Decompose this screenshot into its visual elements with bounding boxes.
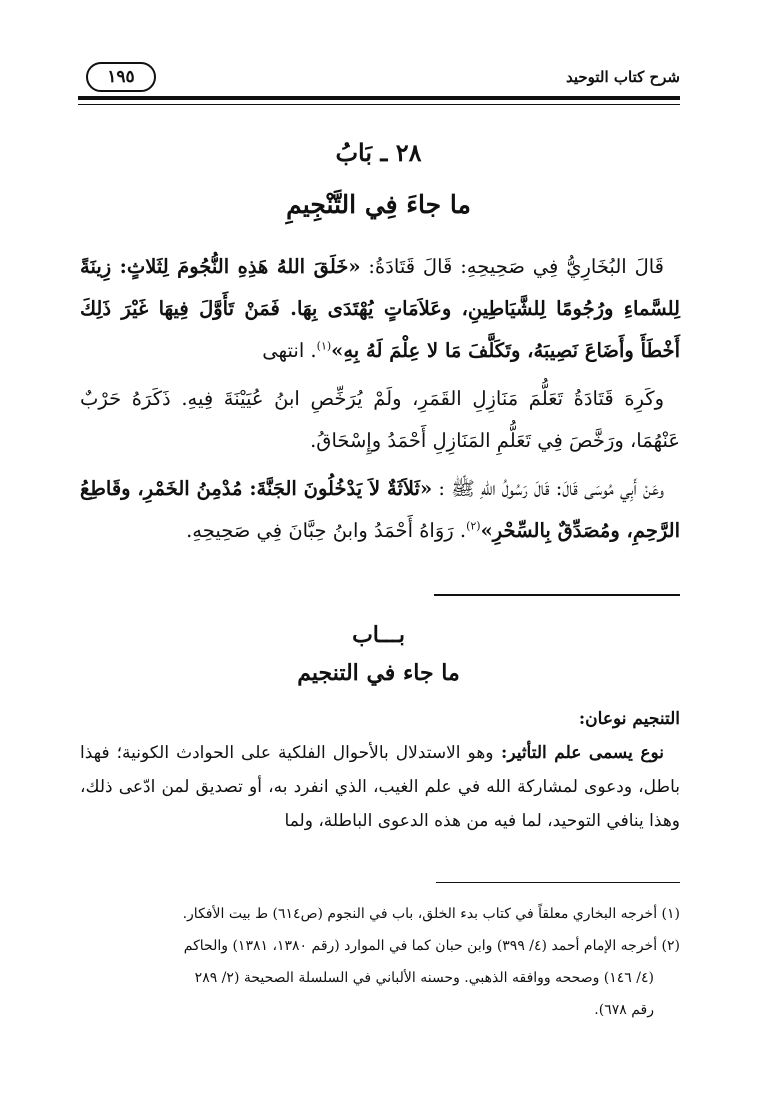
chapter-title: ما جاءَ فِي التَّنْجِيمِ bbox=[286, 190, 471, 219]
qatadah-quote: «خَلَقَ اللهُ هَذِهِ النُّجُومَ لِثَلاثٍ: زِينَةً لِلسَّماءِ ورُجُومًا لِلشَّيَاطِينِ، وعَلاَمَاتٍ يُهْتَدَى بِهَا. فَمَنْ تَأَوَّلَ فِيهَا غَيْرَ ذَلِكَ أَخْطَأَ وأَضَاعَ نَصِيبَهُ، وتَكَلَّفَ مَا لا عِلْمَ لَهُ بِهِ» bbox=[80, 255, 680, 362]
sharh-p2-rest: وهو الاستدلال بالأحوال الفلكية على الحوادث الكونية؛ فهذا باطل، ودعوى لمشاركة الله في علم الغيب، الذي انفرد به، أو تصديق لمن ادّعى ذلك، وهذا ينافي التوحيد، لما فيه من هذه الدعوى الباطلة، ولما bbox=[80, 743, 680, 831]
matn-p1-intro: قَالَ البُخَارِيُّ فِي صَحِيحِهِ: قَالَ قَتَادَةُ: bbox=[360, 255, 664, 278]
chapter-number-label: ٢٨ ـ بَابُ bbox=[335, 138, 422, 167]
matn-paragraph-3 bbox=[80, 468, 680, 552]
footnotes bbox=[80, 898, 680, 1026]
footnote-2-line-3: رقم ٦٧٨). bbox=[594, 1002, 654, 1018]
sharh-section-title: ما جاء في التنجيم bbox=[297, 660, 460, 686]
matn-paragraph-2: وكَرِهَ قَتَادَةُ تَعَلُّمَ مَنَازِلِ القَمَرِ، ولَمْ يُرَخِّصِ ابنُ عُيَيْنَةَ فِيهِ. ذَكَرَهُ حَرْبٌ عَنْهُمَا، ورَخَّصَ فِي تَعَلُّمِ المَنَازِلِ أَحْمَدُ وإِسْحَاقُ. bbox=[80, 387, 680, 452]
book-title: شرح كتاب التوحيد bbox=[565, 68, 680, 86]
matn-paragraph-1 bbox=[80, 246, 680, 372]
section-divider bbox=[434, 594, 680, 596]
matn-p3-end: . رَوَاهُ أَحْمَدُ وابنُ حِبَّانَ فِي صَحِيحِهِ. bbox=[186, 519, 467, 542]
matn-text bbox=[80, 246, 680, 558]
sharh-section-label: بـــاب bbox=[352, 622, 405, 648]
page-number: ١٩٥ bbox=[86, 62, 156, 92]
footnote-ref-1: (١) bbox=[316, 339, 332, 353]
sharh-paragraph-1: التنجيم نوعان: bbox=[578, 709, 680, 729]
running-header bbox=[78, 58, 680, 100]
footnote-divider bbox=[436, 882, 680, 883]
sharh-p2-lead: نوع يسمى علم التأثير: bbox=[493, 743, 664, 763]
sharh-paragraph-2 bbox=[80, 736, 680, 838]
matn-p3-intro: وعَنْ أَبِي مُوسَى قَالَ: قَالَ رَسُولُ اللهِ ﷺ : bbox=[432, 477, 665, 500]
matn-p1-end: . انتهى bbox=[262, 339, 317, 362]
footnote-2-line-1: (٢) أخرجه الإمام أحمد (٤/ ٣٩٩) وابن حبان كما في الموارد (رقم ١٣٨٠، ١٣٨١) والحاكم bbox=[183, 938, 680, 954]
sharh-text bbox=[80, 702, 680, 838]
footnote-2-line-2: (٤/ ١٤٦) وصححه ووافقه الذهبي. وحسنه الألباني في السلسلة الصحيحة (٢/ ٢٨٩ bbox=[194, 970, 654, 986]
hadith-quote: «ثَلاَثَةٌ لاَ يَدْخُلُونَ الجَنَّةَ: مُدْمِنُ الخَمْرِ، وقَاطِعُ الرَّحِمِ، ومُصَدِّقٌ بِالسِّحْرِ» bbox=[80, 477, 680, 542]
footnote-1: (١) أخرجه البخاري معلقاً في كتاب بدء الخلق، باب في النجوم (ص٦١٤) ط بيت الأفكار. bbox=[182, 906, 680, 922]
footnote-ref-2: (٢) bbox=[466, 519, 481, 533]
